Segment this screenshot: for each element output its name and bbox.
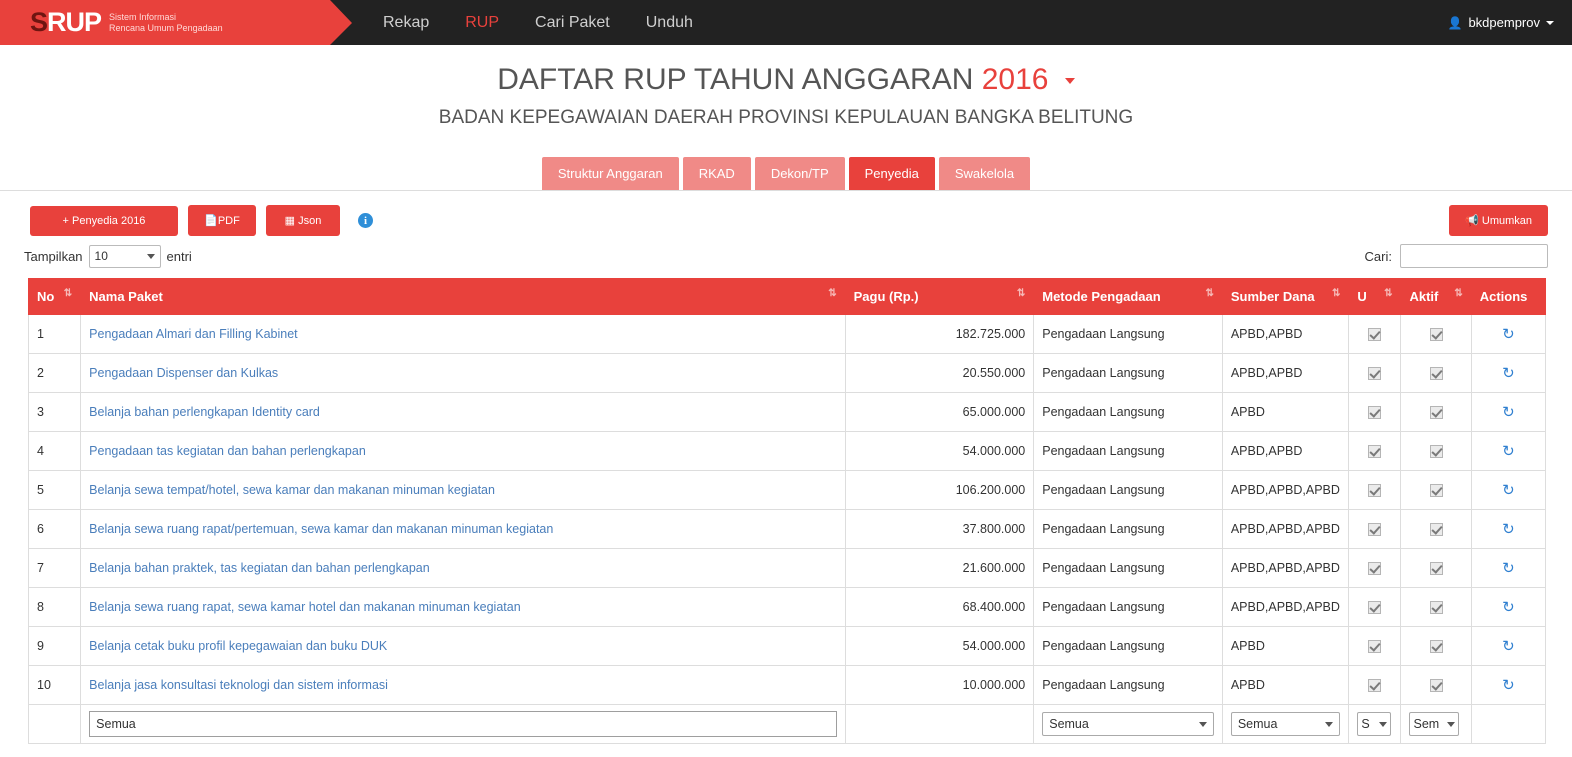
cell-pagu: 20.550.000 — [845, 354, 1034, 393]
column-header-u[interactable] — [1349, 279, 1401, 315]
cell-u — [1349, 354, 1401, 393]
cell-sumber-dana: APBD,APBD — [1222, 315, 1348, 354]
cell-pagu: 37.800.000 — [845, 510, 1034, 549]
cell-u — [1349, 666, 1401, 705]
chevron-down-icon — [1546, 21, 1554, 25]
nav-item-cari-paket[interactable]: Cari Paket — [535, 13, 610, 31]
cell-no: 5 — [29, 471, 81, 510]
cell-aktif — [1401, 666, 1471, 705]
column-header-aktif[interactable] — [1401, 279, 1471, 315]
filter-u-value: S — [1361, 717, 1370, 731]
cell-metode: Pengadaan Langsung — [1034, 393, 1223, 432]
checkbox-u[interactable] — [1368, 523, 1381, 536]
column-label-sumber-dana: Sumber Dana — [1230, 289, 1315, 304]
table-row — [29, 315, 1546, 354]
checkbox-u[interactable] — [1368, 601, 1381, 614]
page-title-text: DAFTAR RUP TAHUN ANGGARAN — [497, 63, 974, 96]
filter-cell-pagu — [845, 705, 1034, 744]
tab-rkad[interactable]: RKAD — [683, 157, 751, 190]
cell-sumber-dana: APBD,APBD,APBD — [1222, 471, 1348, 510]
sort-icon: ⇅ — [1016, 288, 1026, 299]
search-area — [1365, 244, 1548, 268]
column-label-nama-paket: Nama Paket — [89, 289, 163, 304]
brand-subtitle-line1: Sistem Informasi — [109, 12, 177, 23]
filter-aktif-select[interactable] — [1409, 712, 1459, 736]
cell-pagu: 21.600.000 — [845, 549, 1034, 588]
pdf-icon: 📄 — [204, 215, 218, 227]
filter-metode-select[interactable] — [1042, 712, 1214, 736]
cell-actions — [1471, 549, 1545, 588]
cell-no: 2 — [29, 354, 81, 393]
cell-sumber-dana: APBD,APBD — [1222, 432, 1348, 471]
refresh-icon[interactable]: ↻ — [1502, 677, 1515, 694]
sort-icon: ⇅ — [1331, 288, 1341, 299]
cell-actions — [1471, 432, 1545, 471]
paket-link[interactable]: Pengadaan Dispenser dan Kulkas — [89, 366, 279, 380]
rup-table — [28, 278, 1546, 744]
checkbox-u[interactable] — [1368, 562, 1381, 575]
filter-cell-sumber-dana — [1222, 705, 1348, 744]
chevron-down-icon — [1447, 722, 1455, 727]
table-body — [29, 315, 1546, 705]
cell-pagu: 54.000.000 — [845, 432, 1034, 471]
tab-penyedia[interactable]: Penyedia — [849, 157, 935, 190]
cell-no: 4 — [29, 432, 81, 471]
paket-link[interactable]: Pengadaan Almari dan Filling Kabinet — [89, 327, 298, 341]
user-menu[interactable] — [1448, 0, 1572, 45]
refresh-icon[interactable]: ↻ — [1502, 365, 1515, 382]
umumkan-button[interactable] — [1449, 205, 1548, 236]
cell-aktif — [1401, 393, 1471, 432]
cell-no: 3 — [29, 393, 81, 432]
chevron-down-icon — [1379, 722, 1387, 727]
table-row — [29, 393, 1546, 432]
filter-cell-nama-paket — [81, 705, 845, 744]
show-entries-label: Tampilkan — [24, 248, 83, 264]
cell-no: 10 — [29, 666, 81, 705]
sort-icon: ⇅ — [1384, 288, 1393, 299]
tab-swakelola[interactable]: Swakelola — [939, 157, 1030, 190]
column-label-metode: Metode Pengadaan — [1042, 289, 1161, 304]
filter-cell-aktif — [1401, 705, 1471, 744]
filter-row — [29, 705, 1546, 744]
sort-icon: ⇅ — [1205, 288, 1214, 299]
page-title-year[interactable]: 2016 — [981, 63, 1049, 96]
entries-select[interactable] — [89, 245, 161, 268]
column-header-nama-paket[interactable] — [81, 279, 845, 315]
table-row — [29, 549, 1546, 588]
column-label-u: U — [1357, 289, 1367, 304]
user-name: bkdpemprov — [1468, 15, 1540, 30]
paket-link[interactable]: Belanja cetak buku profil kepegawaian dan buku DUK — [89, 639, 388, 653]
filter-cell-metode — [1034, 705, 1223, 744]
sirup-logo — [30, 7, 101, 38]
cell-no: 7 — [29, 549, 81, 588]
column-header-pagu[interactable] — [845, 279, 1034, 315]
cell-nama-paket — [81, 627, 845, 666]
refresh-icon[interactable]: ↻ — [1502, 443, 1515, 460]
cell-sumber-dana: APBD — [1222, 666, 1348, 705]
page-title — [0, 63, 1572, 97]
info-icon[interactable]: i — [358, 213, 373, 228]
cell-metode: Pengadaan Langsung — [1034, 510, 1223, 549]
table-row — [29, 510, 1546, 549]
chevron-down-icon — [1199, 722, 1207, 727]
filter-cell-no — [29, 705, 81, 744]
paket-link[interactable]: Belanja sewa ruang rapat, sewa kamar hotel dan makanan minuman kegiatan — [89, 600, 521, 614]
cell-actions — [1471, 588, 1545, 627]
table-header-row — [29, 279, 1546, 315]
cell-u — [1349, 393, 1401, 432]
sort-icon: ⇅ — [63, 288, 73, 299]
pdf-label: PDF — [217, 215, 240, 227]
cell-actions — [1471, 315, 1545, 354]
table-row — [29, 666, 1546, 705]
cell-nama-paket — [81, 315, 845, 354]
nav-item-rekap[interactable]: Rekap — [383, 13, 430, 31]
nav-links — [365, 0, 711, 45]
logo-rup: RUP — [47, 7, 102, 37]
user-icon: 👤 — [1447, 15, 1463, 30]
cell-pagu: 106.200.000 — [845, 471, 1034, 510]
search-label: Cari: — [1364, 248, 1392, 264]
cell-nama-paket — [81, 666, 845, 705]
cell-actions — [1471, 627, 1545, 666]
action-toolbar — [0, 191, 1572, 236]
paket-link[interactable]: Belanja bahan perlengkapan Identity card — [89, 405, 320, 419]
filter-sumber-dana-value: Semua — [1237, 717, 1278, 731]
refresh-icon[interactable]: ↻ — [1502, 638, 1515, 655]
cell-no: 1 — [29, 315, 81, 354]
cell-nama-paket — [81, 549, 845, 588]
checkbox-u[interactable] — [1368, 445, 1381, 458]
cell-metode: Pengadaan Langsung — [1034, 588, 1223, 627]
column-header-metode[interactable] — [1034, 279, 1223, 315]
table-row — [29, 471, 1546, 510]
paket-link[interactable]: Belanja sewa ruang rapat/pertemuan, sewa kamar dan makanan minuman kegiatan — [89, 522, 554, 536]
cell-nama-paket — [81, 588, 845, 627]
checkbox-aktif[interactable] — [1430, 406, 1443, 419]
cell-pagu: 65.000.000 — [845, 393, 1034, 432]
json-label: Json — [298, 215, 322, 227]
cell-nama-paket — [81, 510, 845, 549]
paket-link[interactable]: Pengadaan tas kegiatan dan bahan perlengkapan — [89, 444, 366, 458]
column-header-sumber-dana[interactable] — [1222, 279, 1348, 315]
table-controls — [0, 236, 1572, 268]
refresh-icon[interactable]: ↻ — [1502, 560, 1515, 577]
cell-actions — [1471, 471, 1545, 510]
paket-link[interactable]: Belanja jasa konsultasi teknologi dan sistem informasi — [89, 678, 388, 692]
checkbox-u[interactable] — [1368, 406, 1381, 419]
cell-metode: Pengadaan Langsung — [1034, 315, 1223, 354]
cell-pagu: 54.000.000 — [845, 627, 1034, 666]
export-pdf-button[interactable] — [188, 205, 256, 236]
filter-metode-value: Semua — [1049, 717, 1089, 731]
cell-sumber-dana: APBD,APBD,APBD — [1222, 510, 1348, 549]
cell-nama-paket — [81, 432, 845, 471]
logo-s: S — [30, 7, 48, 37]
top-navbar — [0, 0, 1572, 45]
table-header — [29, 279, 1546, 315]
cell-nama-paket — [81, 354, 845, 393]
cell-metode: Pengadaan Langsung — [1034, 354, 1223, 393]
brand-logo-area[interactable] — [0, 0, 330, 45]
cell-no: 9 — [29, 627, 81, 666]
refresh-icon[interactable]: ↻ — [1502, 404, 1515, 421]
cell-u — [1349, 510, 1401, 549]
cell-pagu: 182.725.000 — [845, 315, 1034, 354]
cell-aktif — [1401, 549, 1471, 588]
sort-icon: ⇅ — [1454, 288, 1463, 299]
checkbox-aktif[interactable] — [1430, 328, 1443, 341]
cell-u — [1349, 588, 1401, 627]
table-row — [29, 432, 1546, 471]
paket-link[interactable]: Belanja sewa tempat/hotel, sewa kamar dan makanan minuman kegiatan — [89, 483, 495, 497]
umumkan-label: Umumkan — [1481, 215, 1532, 227]
refresh-icon[interactable]: ↻ — [1502, 521, 1515, 538]
cell-aktif — [1401, 588, 1471, 627]
checkbox-aktif[interactable] — [1430, 367, 1443, 380]
brand-subtitle — [109, 12, 223, 33]
cell-nama-paket — [81, 471, 845, 510]
checkbox-aktif[interactable] — [1430, 523, 1443, 536]
cell-aktif — [1401, 471, 1471, 510]
cell-aktif — [1401, 510, 1471, 549]
cell-metode: Pengadaan Langsung — [1034, 471, 1223, 510]
brand-subtitle-line2: Rencana Umum Pengadaan — [109, 22, 223, 33]
column-header-actions — [1471, 279, 1545, 315]
cell-metode: Pengadaan Langsung — [1034, 627, 1223, 666]
column-label-pagu: Pagu (Rp.) — [853, 289, 919, 304]
checkbox-u[interactable] — [1368, 367, 1381, 380]
cell-no: 6 — [29, 510, 81, 549]
cell-actions — [1471, 354, 1545, 393]
checkbox-aktif[interactable] — [1430, 445, 1443, 458]
cell-sumber-dana: APBD — [1222, 627, 1348, 666]
cell-u — [1349, 315, 1401, 354]
cell-aktif — [1401, 627, 1471, 666]
column-label-actions: Actions — [1479, 289, 1528, 304]
cell-sumber-dana: APBD,APBD,APBD — [1222, 549, 1348, 588]
table-row — [29, 588, 1546, 627]
cell-metode: Pengadaan Langsung — [1034, 432, 1223, 471]
cell-actions — [1471, 510, 1545, 549]
checkbox-u[interactable] — [1368, 679, 1381, 692]
checkbox-u[interactable] — [1368, 328, 1381, 341]
page-subtitle: BADAN KEPEGAWAIAN DAERAH PROVINSI KEPULAUAN BANGKA BELITUNG — [438, 107, 1134, 128]
tab-dekon-tp[interactable]: Dekon/TP — [755, 157, 845, 190]
cell-sumber-dana: APBD,APBD — [1222, 354, 1348, 393]
export-json-button[interactable] — [266, 205, 340, 236]
grid-icon: ▦ — [284, 215, 296, 227]
checkbox-u[interactable] — [1368, 640, 1381, 653]
search-input[interactable] — [1400, 244, 1548, 268]
cell-pagu: 68.400.000 — [845, 588, 1034, 627]
cell-pagu: 10.000.000 — [845, 666, 1034, 705]
cell-aktif — [1401, 354, 1471, 393]
checkbox-aktif[interactable] — [1430, 601, 1443, 614]
cell-u — [1349, 627, 1401, 666]
cell-u — [1349, 549, 1401, 588]
column-label-no: No — [37, 289, 55, 304]
column-label-aktif: Aktif — [1409, 289, 1439, 304]
entries-select-value: 10 — [94, 249, 108, 263]
cell-aktif — [1401, 315, 1471, 354]
table-row — [29, 627, 1546, 666]
table-row — [29, 354, 1546, 393]
checkbox-aktif[interactable] — [1430, 562, 1443, 575]
refresh-icon[interactable]: ↻ — [1502, 599, 1515, 616]
filter-cell-u — [1349, 705, 1401, 744]
tab-bar — [0, 157, 1572, 190]
nav-item-rup[interactable]: RUP — [465, 13, 500, 31]
checkbox-aktif[interactable] — [1430, 640, 1443, 653]
filter-aktif-value: Sem — [1413, 717, 1440, 731]
filter-cell-actions — [1471, 705, 1545, 744]
cell-u — [1349, 471, 1401, 510]
column-header-no[interactable] — [29, 279, 81, 315]
cell-metode: Pengadaan Langsung — [1034, 666, 1223, 705]
cell-no: 8 — [29, 588, 81, 627]
chevron-down-icon — [1325, 722, 1333, 727]
megaphone-icon: 📢 — [1465, 215, 1479, 227]
refresh-icon[interactable]: ↻ — [1502, 326, 1515, 343]
checkbox-u[interactable] — [1368, 484, 1381, 497]
filter-nama-paket-input[interactable] — [89, 711, 836, 737]
nav-item-unduh[interactable]: Unduh — [645, 13, 693, 31]
table-filter-row — [29, 705, 1546, 744]
cell-actions — [1471, 393, 1545, 432]
chevron-down-icon — [147, 254, 155, 259]
add-penyedia-button[interactable]: + Penyedia 2016 — [30, 206, 178, 236]
chevron-down-icon[interactable] — [1065, 78, 1075, 84]
cell-sumber-dana: APBD — [1222, 393, 1348, 432]
checkbox-aktif[interactable] — [1430, 484, 1443, 497]
cell-aktif — [1401, 432, 1471, 471]
filter-sumber-dana-select[interactable] — [1231, 712, 1340, 736]
refresh-icon[interactable]: ↻ — [1502, 482, 1515, 499]
cell-nama-paket — [81, 393, 845, 432]
sort-icon: ⇅ — [828, 288, 837, 299]
entries-suffix-label: entri — [166, 248, 192, 264]
cell-actions — [1471, 666, 1545, 705]
cell-sumber-dana: APBD,APBD,APBD — [1222, 588, 1348, 627]
filter-u-select[interactable] — [1357, 712, 1391, 736]
cell-u — [1349, 432, 1401, 471]
paket-link[interactable]: Belanja bahan praktek, tas kegiatan dan bahan perlengkapan — [89, 561, 430, 575]
cell-metode: Pengadaan Langsung — [1034, 549, 1223, 588]
tab-struktur-anggaran[interactable]: Struktur Anggaran — [542, 157, 679, 190]
checkbox-aktif[interactable] — [1430, 679, 1443, 692]
